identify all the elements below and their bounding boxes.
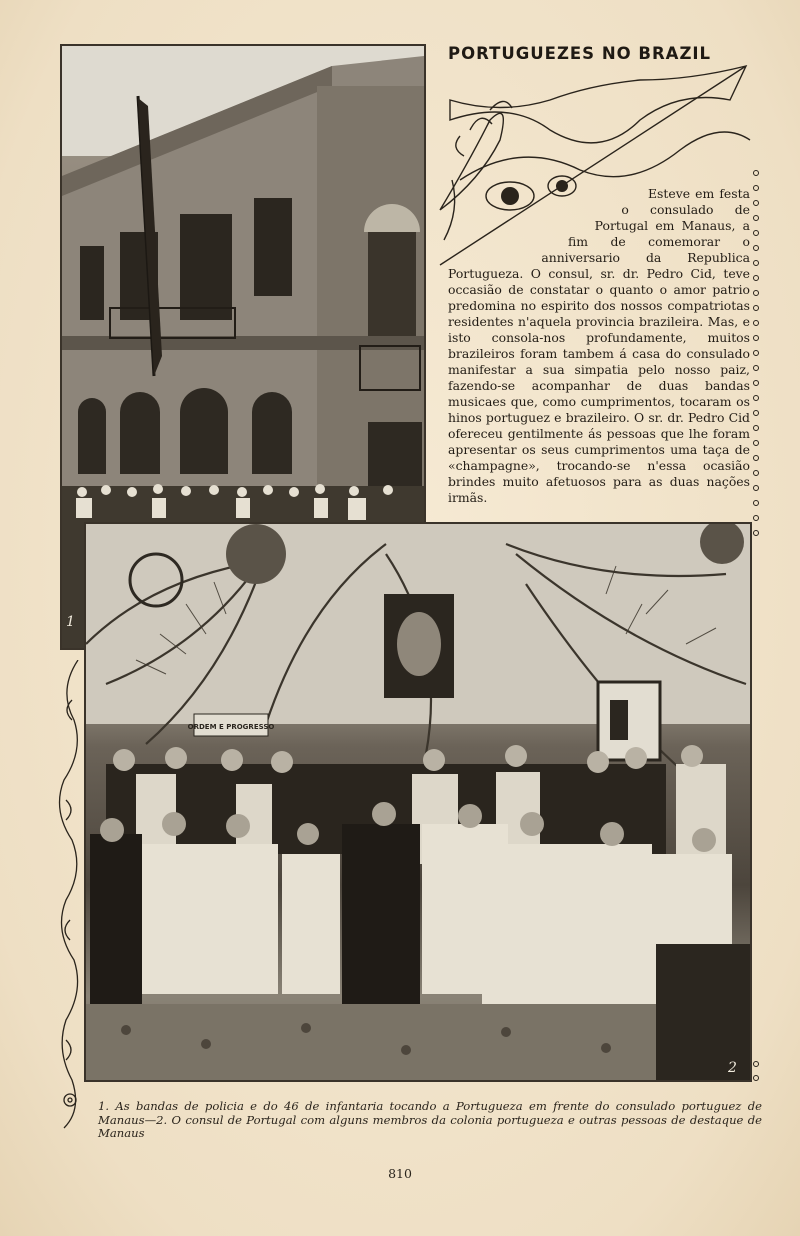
photo1-number: 1 [66, 614, 75, 630]
photo-consul-group [84, 522, 752, 1082]
page-number: 810 [388, 1166, 412, 1181]
article-title: PORTUGUEZES NO BRAZIL [448, 44, 712, 63]
dotted-border-ornament-bottom [751, 1058, 761, 1088]
article-paragraph: Esteve em festa o consulado de Portugal em Manaus, a fim de comemorar o anniversario da Republica Portugueza. O consul, sr. dr. Pedro Cid, teve occasião de constatar o quanto o amor patrio predomina no espirito dos nossos compatriotas residentes n'aquela provincia brazileira. Mas, e isto consola-nos profundamente, muitos brazileiros foram tambem á casa do consulado manifestar a sua simpatia pelo nosso paiz, fazendo-se acompanhar de duas bandas musicaes que, como cumprimentos, tocaram os hinos portuguez e brazileiro. O sr. dr. Pedro Cid ofereceu gentilmente ás pessoas que lhe foram apresentar os seus cumprimentos uma taça de «champagne», trocando-se n'essa ocasião brindes muito afetuosos para as duas nações irmãs. [448, 186, 750, 505]
group-portrait-illustration [86, 524, 750, 1080]
photo2-number: 2 [728, 1060, 737, 1076]
article-body [448, 186, 750, 506]
scroll-border-ornament [54, 660, 86, 1130]
banner-text: ORDEM E PROGRESSO [187, 723, 275, 731]
dotted-border-ornament [751, 168, 761, 540]
photo-caption: 1. As bandas de policia e do 46 de infantaria tocando a Portugueza em frente do consulado portuguez de Manaus—2. O consul de Portugal com alguns membros da colonia portugueza e outras pessoas de destaque de Manaus [98, 1099, 762, 1140]
